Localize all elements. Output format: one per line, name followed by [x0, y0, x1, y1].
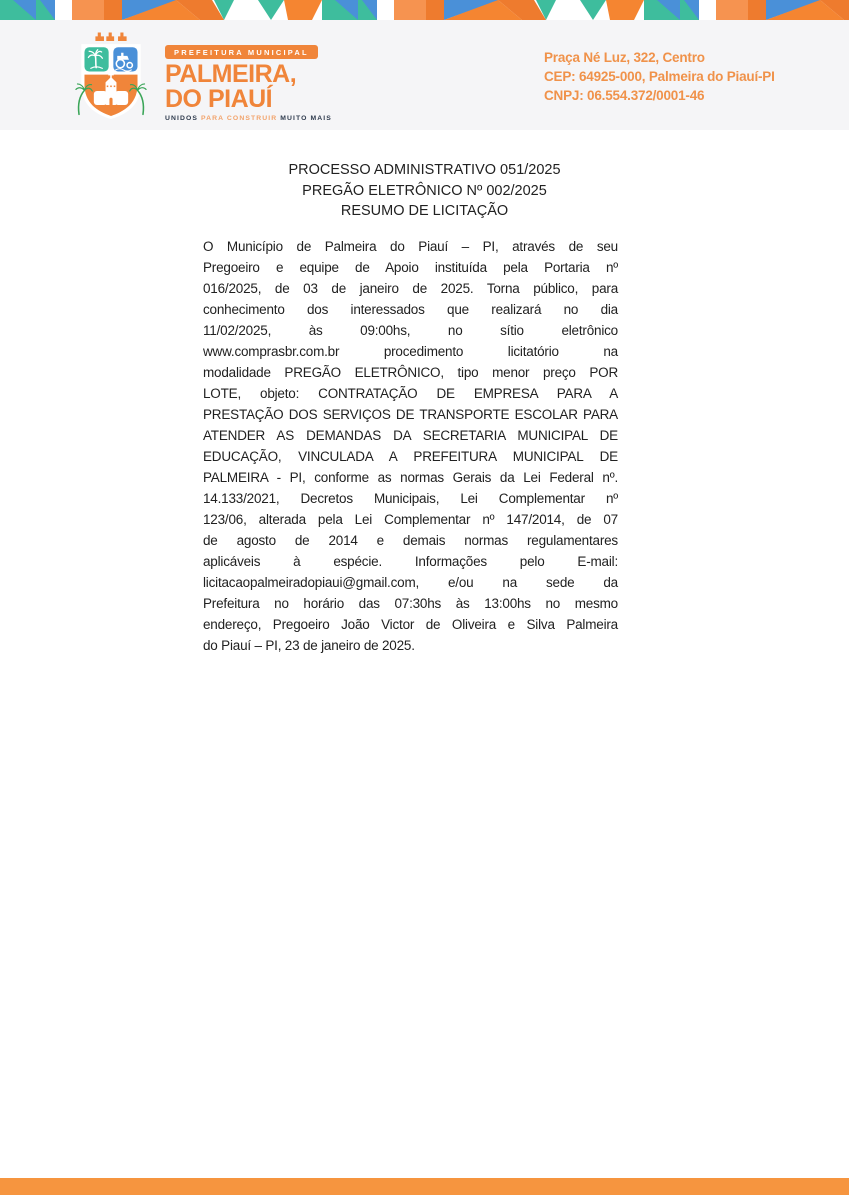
logo-name-line2: DO PIAUÍ [165, 85, 273, 113]
footer-accent-bar [0, 1178, 849, 1195]
body-line: modalidade PREGÃO ELETRÔNICO, tipo menor preço POR [203, 365, 618, 380]
title-line-resumo: RESUMO DE LICITAÇÃO [340, 203, 509, 219]
decorative-geometric-strip [0, 0, 849, 20]
body-paragraph [203, 236, 618, 656]
municipal-crest-icon [72, 30, 150, 127]
body-line: do Piauí – PI, 23 de janeiro de 2025. [203, 638, 415, 653]
address-block [544, 48, 804, 105]
body-line: PRESTAÇÃO DOS SERVIÇOS DE TRANSPORTE ESCOLAR PARA [203, 407, 618, 422]
body-line: O Município de Palmeira do Piauí – PI, através de seu [203, 239, 618, 254]
body-line: de agosto de 2014 e demais normas regulamentares [203, 533, 618, 548]
tagline-part: MUITO MAIS [280, 115, 332, 122]
body-line: conhecimento dos interessados que realizará no dia [203, 302, 618, 317]
body-line: Prefeitura no horário das 07:30hs às 13:00hs no mesmo [203, 596, 618, 611]
body-line: Pregoeiro e equipe de Apoio instituída pela Portaria nº [203, 260, 618, 275]
logo-wordmark [165, 42, 395, 122]
prefeitura-badge: PREFEITURA MUNICIPAL [165, 45, 318, 59]
body-line: endereço, Pregoeiro João Victor de Oliveira e Silva Palmeira [203, 617, 618, 632]
address-line-cep: CEP: 64925-000, Palmeira do Piauí-PI [544, 69, 775, 84]
header [0, 20, 849, 130]
tagline-part: PARA CONSTRUIR [198, 115, 281, 122]
tagline-part: UNIDOS [165, 115, 199, 122]
body-line: licitacaopalmeiradopiaui@gmail.com, e/ou na sede da [203, 575, 618, 590]
document-title [0, 160, 849, 222]
body-line: PALMEIRA - PI, conforme as normas Gerais da Lei Federal nº. [203, 470, 618, 485]
body-line: 14.133/2021, Decretos Municipais, Lei Complementar nº [203, 491, 618, 506]
body-line: 123/06, alterada pela Lei Complementar nº 147/2014, de 07 [203, 512, 618, 527]
title-line-pregao: PREGÃO ELETRÔNICO Nº 002/2025 [302, 182, 547, 199]
body-line: aplicáveis à espécie. Informações pelo E-mail: [203, 554, 618, 569]
body-line: EDUCAÇÃO, VINCULADA A PREFEITURA MUNICIPAL DE [203, 449, 618, 464]
body-line: LOTE, objeto: CONTRATAÇÃO DE EMPRESA PARA A [203, 386, 618, 401]
address-line-street: Praça Né Luz, 322, Centro [544, 50, 705, 65]
body-line: 11/02/2025, às 09:00hs, no sítio eletrônico [203, 323, 618, 338]
logo-tagline [165, 115, 395, 122]
title-line-processo: PROCESSO ADMINISTRATIVO 051/2025 [288, 162, 561, 178]
body-line: 016/2025, de 03 de janeiro de 2025. Torna público, para [203, 281, 618, 296]
body-line: www.comprasbr.com.br procedimento licitatório na [203, 344, 618, 359]
body-line: ATENDER AS DEMANDAS DA SECRETARIA MUNICIPAL DE [203, 428, 618, 443]
logo-name-line1: PALMEIRA, [165, 60, 297, 88]
address-line-cnpj: CNPJ: 06.554.372/0001-46 [544, 88, 705, 103]
